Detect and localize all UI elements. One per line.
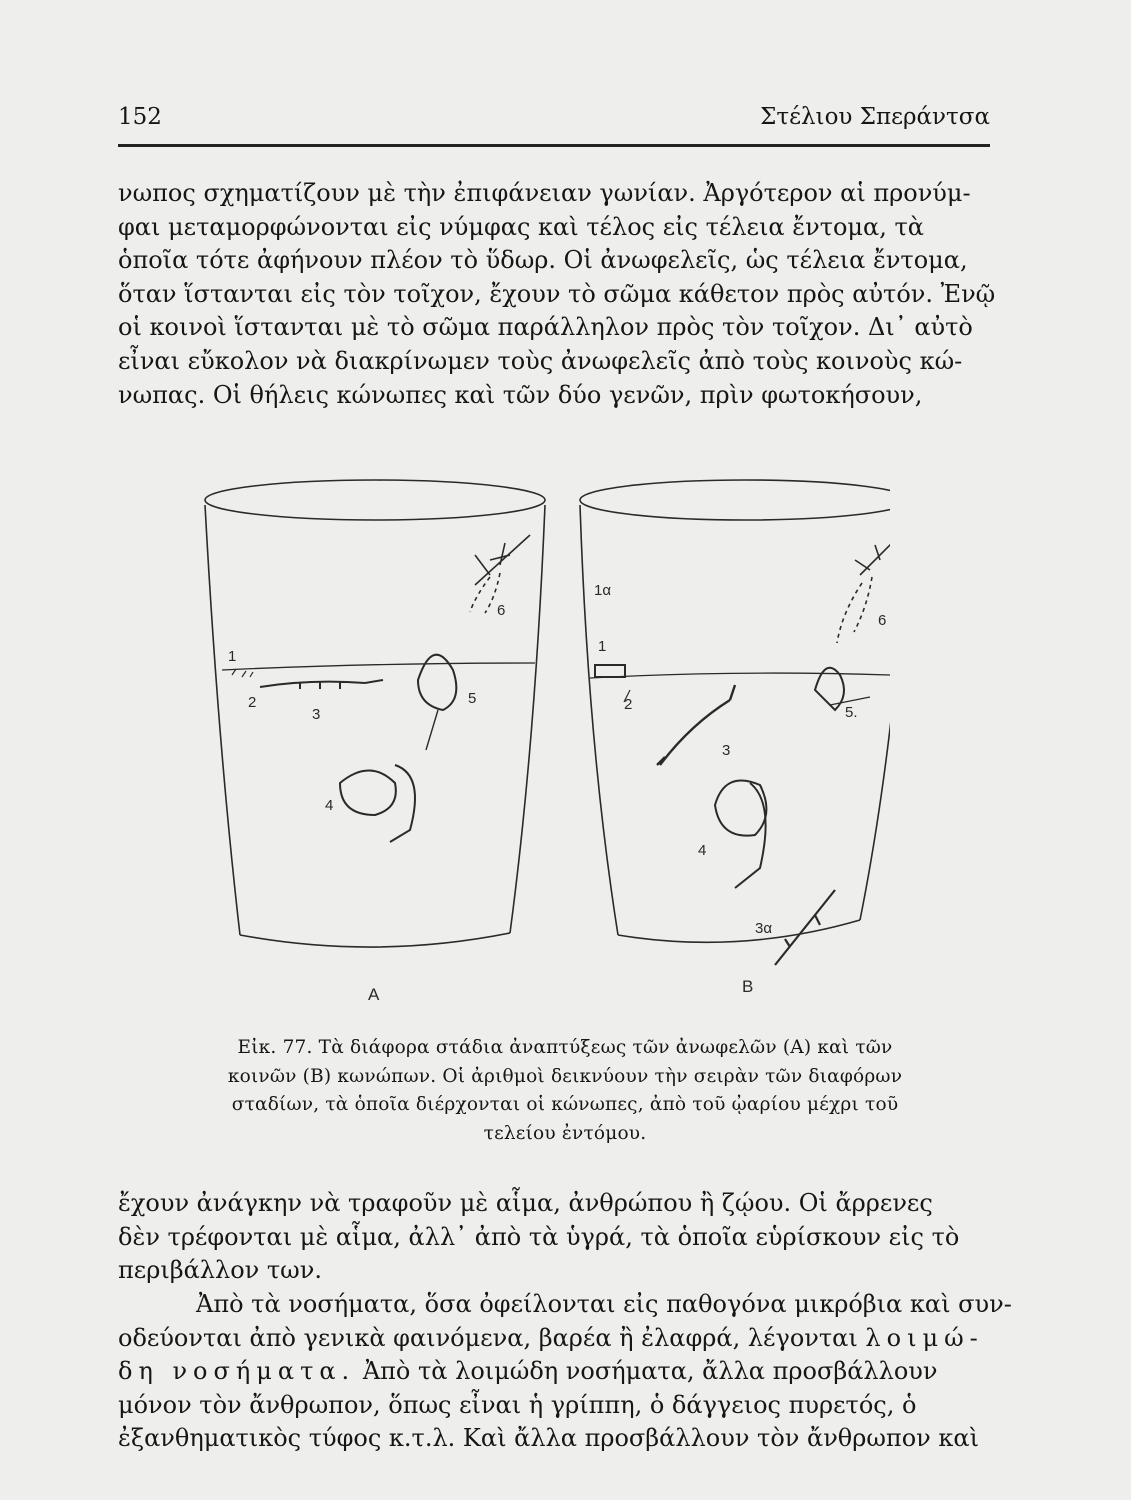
text-line: ὁποῖα τότε ἀφήνουν πλέον τὸ ὕδωρ. Οἱ ἀνωφελεῖς, ὡς τέλεια ἔντομα, (118, 246, 968, 275)
stage-label: 1α (594, 582, 612, 599)
glass-a-label: A (368, 985, 380, 1004)
figure-illustration (190, 465, 890, 1010)
text-line: μόνον τὸν ἄνθρωπον, ὅπως εἶναι ἡ γρίππη, ὁ δάγγειος πυρετός, ὁ (118, 1390, 917, 1419)
page-number: 152 (118, 104, 162, 130)
text-line: εἶναι εὔκολον νὰ διακρίνωμεν τοὺς ἀνωφελεῖς ἀπὸ τοὺς κοινοὺς κώ- (118, 346, 963, 375)
stage-label: 6 (497, 602, 506, 619)
text-line: περιβάλλον των. (118, 1256, 322, 1285)
stage-label: 1 (228, 648, 237, 665)
text-line: φαι μεταμορφώνονται εἰς νύμφας καὶ τέλος εἰς τέλεια ἔντομα, τὰ (118, 212, 924, 241)
text-line: ἔχουν ἀνάγκην νὰ τραφοῦν μὲ αἷμα, ἀνθρώπου ἢ ζῴου. Οἱ ἄρρενες (118, 1189, 933, 1217)
caption-line: κοινῶν (Β) κωνώπων. Οἱ ἀριθμοὶ δεικνύουν τὴν σειρὰν τῶν διαφόρων (227, 1065, 903, 1087)
glass-b-label: B (742, 977, 754, 996)
stage-label: 5. (845, 704, 858, 721)
stage-label: 4 (698, 842, 707, 859)
spaced-term: λοιμώ- (865, 1323, 984, 1352)
stage-label: 4 (325, 797, 334, 814)
glass-a (205, 480, 545, 947)
stage-label: 1 (598, 638, 607, 655)
text-line (118, 1355, 990, 1389)
stage-label: 6 (878, 612, 887, 629)
stage-label: 3 (722, 742, 731, 759)
top-paragraph (118, 177, 996, 412)
stage-label: 5 (468, 690, 477, 707)
bottom-paragraph-1 (118, 1187, 990, 1288)
text-run: οδεύονται ἀπὸ γενικὰ φαινόμενα, βαρέα ἢ ἐλαφρά, λέγονται (118, 1323, 866, 1352)
stage-label: 3 (312, 706, 321, 723)
bottom-paragraph-2 (118, 1288, 1012, 1456)
text-line: νωπος σχηματίζουν μὲ τὴν ἐπιφάνειαν γωνίαν. Ἀργότερον αἱ προνύμ- (118, 179, 971, 207)
text-line: Ἀπὸ τὰ νοσήματα, ὅσα ὀφείλονται εἰς παθογόνα μικρόβια καὶ συν- (196, 1290, 1012, 1318)
text-line: ὅταν ἵστανται εἰς τὸν τοῖχον, ἔχουν τὸ σῶμα κάθετον πρὸς αὐτόν. Ἐνῷ (118, 279, 996, 308)
header-rule (118, 144, 990, 147)
stage-label: 2 (248, 694, 257, 711)
running-title: Στέλιου Σπεράντσα (760, 104, 990, 130)
text-line: ἐξανθηματικὸς τύφος κ.τ.λ. Καὶ ἄλλα προσβάλλουν τὸν ἄνθρωπον καὶ (118, 1424, 979, 1453)
stage-label: 2 (624, 696, 633, 713)
spaced-term: δη νοσήματα. (118, 1357, 356, 1386)
text-line: νωπας. Οἱ θήλεις κώνωπες καὶ τῶν δύο γενῶν, πρὶν φωτοκήσουν, (118, 380, 923, 409)
text-line: οἱ κοινοὶ ἵστανται μὲ τὸ σῶμα παράλληλον πρὸς τὸν τοῖχον. Δι᾽ αὐτὸ (118, 313, 973, 342)
text-line: δὲν τρέφονται μὲ αἷμα, ἀλλ᾽ ἀπὸ τὰ ὑγρά, τὰ ὁποῖα εὑρίσκουν εἰς τὸ (118, 1222, 960, 1251)
figure-mosquito-stages (190, 465, 890, 1010)
stage-label: 3α (755, 920, 773, 937)
text-line (118, 1322, 990, 1356)
caption-line: τελείου ἐντόμου. (483, 1122, 647, 1144)
caption-line: Εἰκ. 77. Τὰ διάφορα στάδια ἀναπτύξεως τῶν ἀνωφελῶν (Α) καὶ τῶν (237, 1037, 893, 1058)
running-header (118, 104, 990, 138)
figure-caption (168, 1034, 962, 1148)
glass-b (580, 480, 890, 965)
caption-line: σταδίων, τὰ ὁποῖα διέρχονται οἱ κώνωπες, ἀπὸ τοῦ ᾠαρίου μέχρι τοῦ (231, 1094, 899, 1115)
text-run: Ἀπὸ τὰ λοιμώδη νοσήματα, ἄλλα προσβάλλουν (355, 1357, 938, 1386)
